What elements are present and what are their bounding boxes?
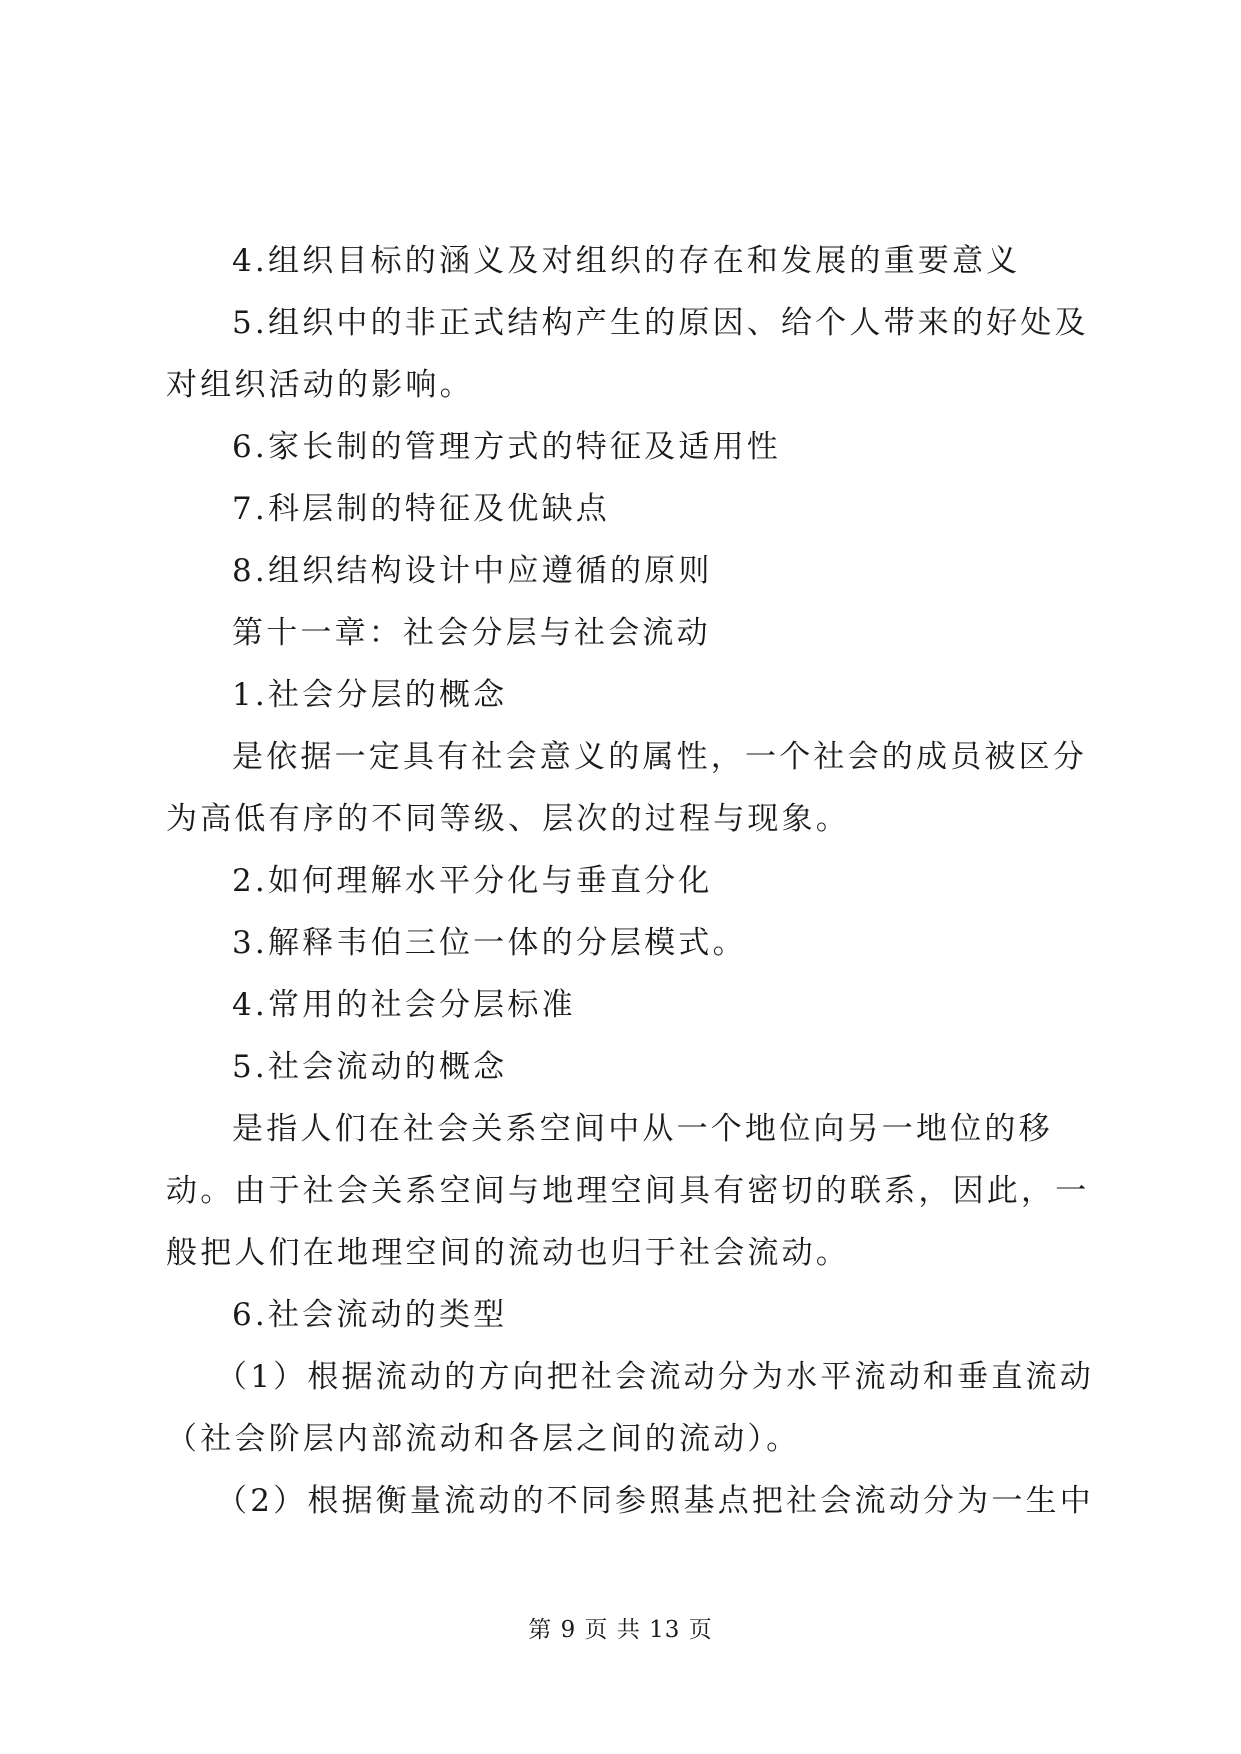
paragraph-stratification-concept: 1.社会分层的概念 bbox=[232, 677, 508, 713]
paragraph-mobility-concept: 5.社会流动的概念 bbox=[232, 1049, 508, 1085]
paragraph-stratification-standards: 4.常用的社会分层标准 bbox=[232, 987, 576, 1023]
paragraph-mobility-definition: 是指人们在社会关系空间中从一个地位向另一地位的移动。由于社会关系空间与地理空间具有密切的联系，因此，一般把人们在地理空间的流动也归于社会流动。 bbox=[166, 1111, 1090, 1271]
paragraph-item-7: 7.科层制的特征及优缺点 bbox=[232, 491, 610, 527]
chapter-heading: 第十一章：社会分层与社会流动 bbox=[232, 615, 711, 651]
paragraph-item-5: 5.组织中的非正式结构产生的原因、给个人带来的好处及对组织活动的影响。 bbox=[166, 305, 1089, 403]
paragraph-item-8: 8.组织结构设计中应遵循的原则 bbox=[232, 553, 713, 589]
paragraph-differentiation: 2.如何理解水平分化与垂直分化 bbox=[232, 863, 713, 899]
paragraph-mobility-types: 6.社会流动的类型 bbox=[232, 1297, 508, 1333]
paragraph-mobility-type-1: （1）根据流动的方向把社会流动分为水平流动和垂直流动（社会阶层内部流动和各层之间的流动）。 bbox=[166, 1359, 1094, 1457]
document-body bbox=[166, 230, 1096, 1532]
paragraph-item-6: 6.家长制的管理方式的特征及适用性 bbox=[232, 429, 781, 465]
paragraph-mobility-type-2: （2）根据衡量流动的不同参照基点把社会流动分为一生中 bbox=[216, 1483, 1094, 1519]
paragraph-weber-model: 3.解释韦伯三位一体的分层模式。 bbox=[232, 925, 747, 961]
paragraph-stratification-definition: 是依据一定具有社会意义的属性，一个社会的成员被区分为高低有序的不同等级、层次的过程与现象。 bbox=[166, 739, 1087, 837]
page-number-footer: 第 9 页 共 13 页 bbox=[528, 1617, 713, 1643]
paragraph-item-4: 4.组织目标的涵义及对组织的存在和发展的重要意义 bbox=[232, 243, 1021, 279]
